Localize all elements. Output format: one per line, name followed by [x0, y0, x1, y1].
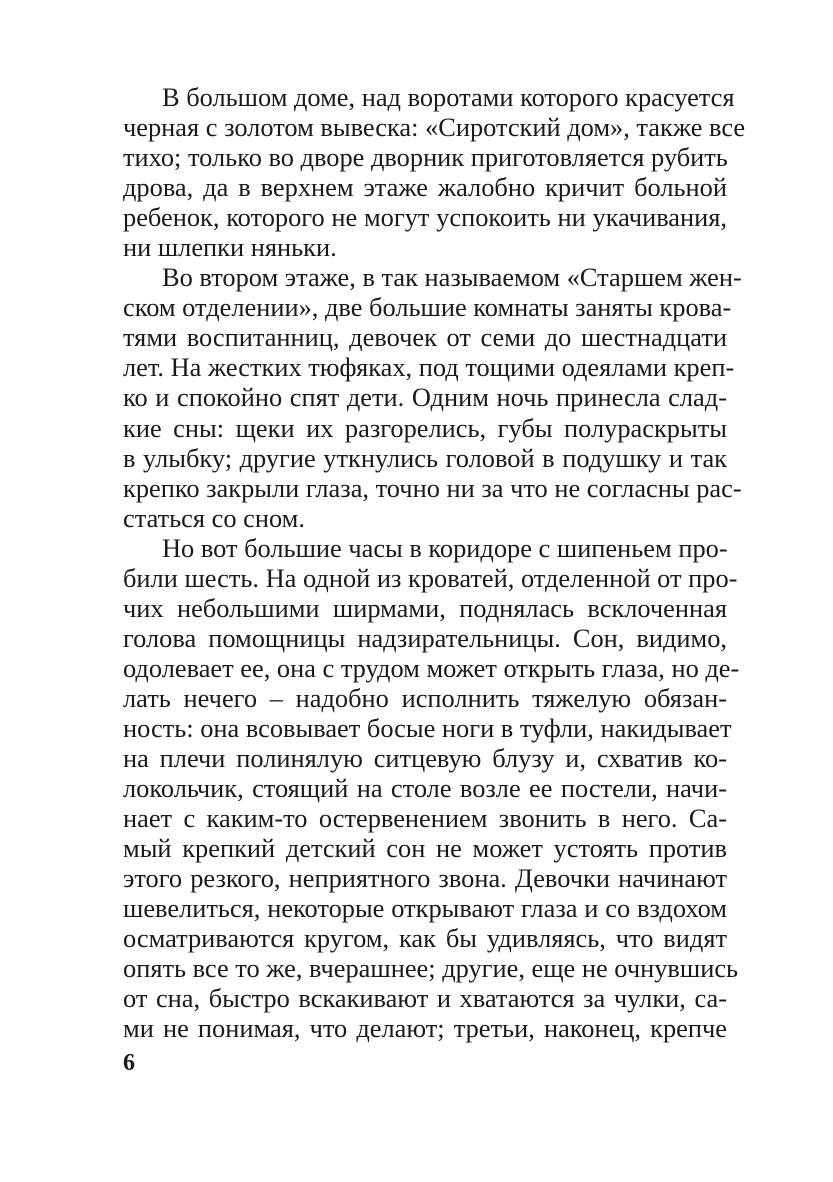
text-line: черная с золотом вывеска: «Сиротский дом», также все: [123, 112, 746, 143]
text-line: Но вот большие часы в коридоре с шипеньем про-: [162, 532, 728, 563]
text-line: от сна, быстро вскакивают и хватаются за чулки, са-: [123, 983, 727, 1014]
text-line: на плечи полинялую ситцевую блузу и, схватив ко-: [123, 743, 727, 774]
text-line: лать нечего – надобно исполнить тяжелую обязан-: [123, 682, 727, 713]
text-line: тихо; только во дворе дворник приготовляется рубить: [123, 142, 728, 173]
body-text: [123, 82, 746, 1044]
text-line: одолевает ее, она с трудом может открыть глаза, но де-: [123, 652, 740, 683]
text-line: ском отделении», две большие комнаты заняты крова-: [123, 292, 732, 323]
text-line: ность: она всовывает босые ноги в туфли, накидывает: [123, 712, 732, 743]
text-line: лет. На жестких тюфяках, под тощими одеялами креп-: [123, 352, 735, 383]
text-line: ни шлепки няньки.: [123, 232, 337, 263]
text-line: чих небольшими ширмами, поднялась всклоченная: [123, 592, 727, 623]
text-line: нает с каким-то остервенением звонить в него. Са-: [123, 803, 727, 834]
text-line: этого резкого, неприятного звона. Девочки начинают: [123, 863, 727, 894]
text-line: локольчик, стоящий на столе возле ее постели, начи-: [123, 773, 727, 804]
text-line: ми не понимая, что делают; третьи, наконец, крепче: [123, 1013, 727, 1044]
text-line: ребенок, которого не могут успокоить ни укачивания,: [123, 202, 727, 233]
text-line: ко и спокойно спят дети. Одним ночь принесла слад-: [123, 382, 727, 413]
text-line: мый крепкий детский сон не может устоять против: [123, 833, 727, 864]
page-number: 6: [123, 1050, 135, 1076]
text-line: кие сны: щеки их разгорелись, губы полураскрыты: [123, 412, 727, 443]
text-line: статься со сном.: [123, 502, 305, 533]
text-line: крепко закрыли глаза, точно ни за что не согласны рас-: [123, 472, 742, 503]
paragraph: [123, 82, 746, 263]
text-line: опять все то же, вчерашнее; другие, еще не очнувшись: [123, 953, 739, 984]
paragraph: [123, 262, 742, 533]
text-line: дрова, да в верхнем этаже жалобно кричит больной: [123, 172, 727, 203]
text-line: голова помощницы надзирательницы. Сон, видимо,: [123, 622, 727, 653]
text-line: били шесть. На одной из кроватей, отделенной от про-: [123, 562, 738, 593]
paragraph: [123, 532, 740, 1044]
text-line: осматриваются кругом, как бы удивляясь, что видят: [123, 923, 727, 954]
text-line: Во втором этаже, в так называемом «Старшем жен-: [162, 262, 742, 293]
text-line: в улыбку; другие уткнулись головой в подушку и так: [123, 442, 727, 473]
text-line: тями воспитанниц, девочек от семи до шестнадцати: [123, 322, 727, 353]
text-line: В большом доме, над воротами которого красуется: [162, 82, 735, 112]
text-line: шевелиться, некоторые открывают глаза и со вздохом: [123, 893, 727, 924]
